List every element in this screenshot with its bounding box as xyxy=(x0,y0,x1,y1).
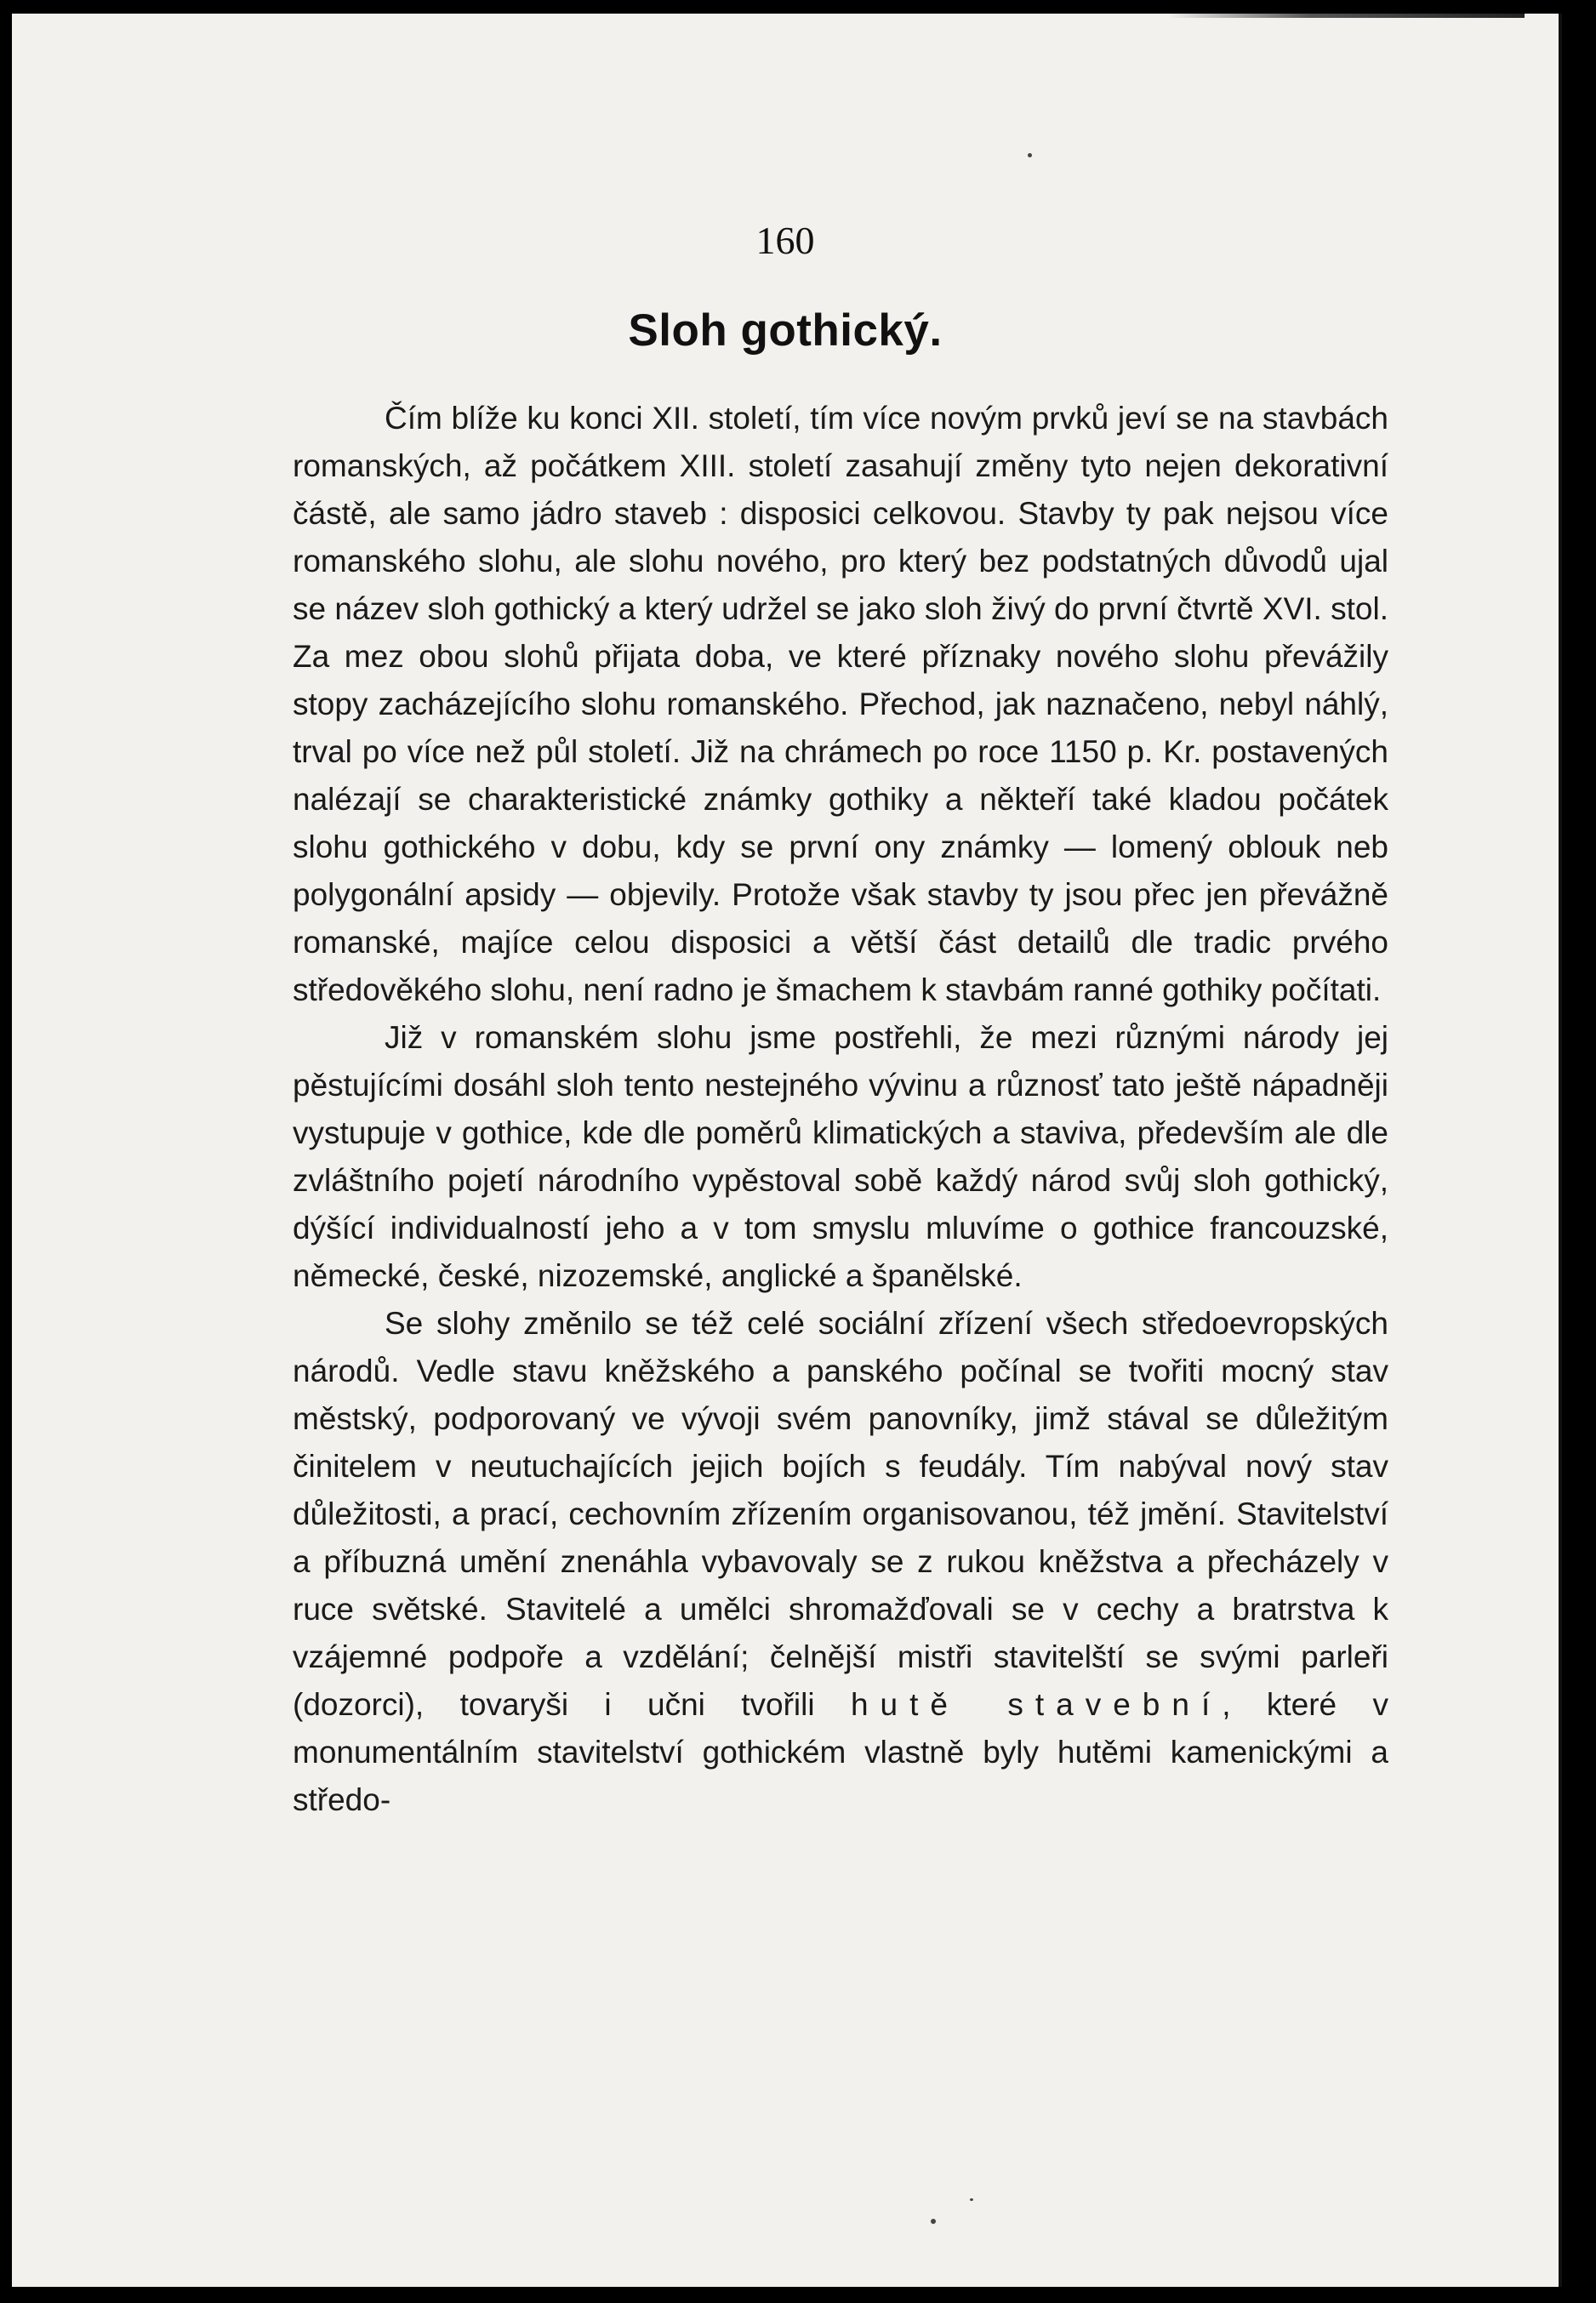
paragraph-3-text-end: , které v monumentálním stavitelství gothickém vlastně byly hutěmi kamenickými a středo- xyxy=(293,1687,1389,1817)
spaced-emphasis: hutě stavební xyxy=(850,1687,1223,1722)
paragraph-2 xyxy=(293,1014,1388,1300)
body-text xyxy=(293,395,1388,1824)
ink-speck xyxy=(970,2198,973,2201)
ink-speck xyxy=(1028,153,1032,157)
paragraph-1 xyxy=(293,395,1388,1014)
scan-edge-mark xyxy=(1167,14,1525,18)
chapter-title: Sloh gothický. xyxy=(628,305,943,356)
page-number: 160 xyxy=(755,219,815,262)
book-page xyxy=(12,14,1562,2287)
paragraph-3 xyxy=(293,1300,1388,1824)
paragraph-3-text-start: Se slohy změnilo se též celé sociální zřízení všech středoevropských národů. Vedle stavu kněžského a panského počínal se tvořiti mocný stav městský, podporovaný ve vývoji svém panovníky, jimž stával se důležitým činitelem v neutuchajících jejich bojích s feudály. Tím nabýval nový stav důležitosti, a prací, cechovním zřízením organisovanou, též jmění. Stavitelství a příbuzná umění znenáhla vybavovaly se z rukou kněžstva a přecházely v ruce světské. Stavitelé a umělci shromažďovali se v cechy a bratrstva k vzájemné podpoře a vzdělání; čelnější mistři stavitelští se svými parleři (dozorci), tovaryši i učni tvořili xyxy=(293,1306,1388,1722)
ink-speck xyxy=(931,2219,936,2224)
paragraph-2-text: Již v romanském slohu jsme postřehli, že mezi různými národy jej pěstujícími dosáhl sloh tento nestejného vývinu a různosť tato ještě nápadněji vystupuje v gothice, kde dle poměrů klimatických a staviva, především ale dle zvláštního pojetí národního vypěstoval sobě každý národ svůj sloh gothický, dýšící individualností jeho a v tom smyslu mluvíme o gothice francouzské, německé, české, nizozemské, anglické a španělské. xyxy=(293,1020,1388,1293)
paragraph-1-text: Čím blíže ku konci XII. století, tím více novým prvků jeví se na stavbách romanských, až počátkem XIII. století zasahují změny tyto nejen dekorativní částě, ale samo jádro staveb : disposici celkovou. Stavby ty pak nejsou více romanského slohu, ale slohu nového, pro který bez podstatných důvodů ujal se název sloh gothický a který udržel se jako sloh živý do první čtvrtě XVI. stol. Za mez obou slohů přijata doba, ve které příznaky nového slohu převážily stopy zacházejícího slohu romanského. Přechod, jak naznačeno, nebyl náhlý, trval po více než půl století. Již na chrámech po roce 1150 p. Kr. postavených nalézají se charakteristické známky gothiky a někteří také kladou počátek slohu gothického v dobu, kdy se první ony známky — lomený oblouk neb polygonální apsidy — objevily. Protože však stavby ty jsou přec jen převážně romanské, majíce celou disposici a větší část detailů dle tradic prvého středověkého slohu, není radno je šmachem k stavbám ranné gothiky počítati. xyxy=(293,401,1388,1007)
